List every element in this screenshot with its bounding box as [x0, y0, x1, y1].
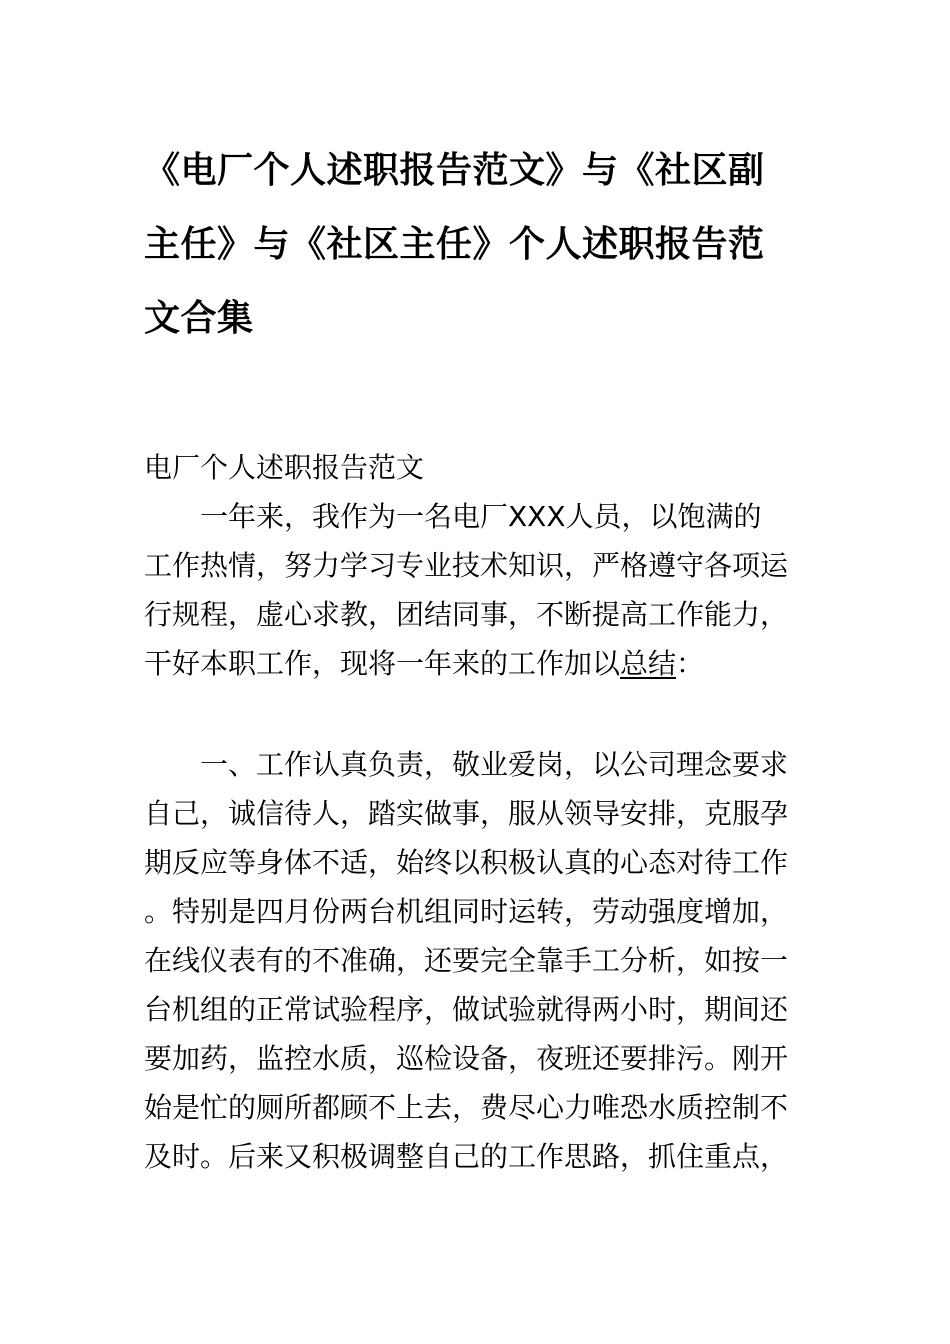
paragraph-1-line-2: 工作热情，努力学习专业技术知识，严格遵守各项运: [144, 549, 789, 582]
paragraph-2-line-5: 在线仪表有的不准确，还要完全靠手工分析，如按一: [144, 944, 789, 977]
paragraph-2-line-8: 始是忙的厕所都顾不上去，费尽心力唯恐水质控制不: [144, 1091, 789, 1124]
title-line-3: 文合集: [144, 298, 254, 339]
paragraph-1-line-4-text: 干好本职工作，现将一年来的工作加以: [144, 647, 621, 680]
paragraph-2-line-3: 期反应等身体不适，始终以积极认真的心态对待工作: [144, 846, 789, 879]
paragraph-2-line-4: 。特别是四月份两台机组同时运转，劳动强度增加，: [144, 895, 789, 928]
title-line-1: 《电厂个人述职报告范文》与《社区副: [144, 150, 765, 191]
paragraph-2-line-9: 及时。后来又积极调整自己的工作思路，抓住重点，: [144, 1140, 789, 1173]
paragraph-1-line-4-colon: ：: [676, 647, 705, 680]
title-line-2: 主任》与《社区主任》个人述职报告范: [144, 224, 765, 265]
section-heading: 电厂个人述职报告范文: [144, 451, 425, 484]
paragraph-2-line-7: 要加药，监控水质，巡检设备，夜班还要排污。刚开: [144, 1042, 789, 1075]
document-title: [144, 134, 814, 356]
paragraph-2: [144, 740, 814, 1181]
paragraph-1-line-1: 一年来，我作为一名电厂XXX人员，以饱满的: [200, 500, 762, 533]
paragraph-1-line-3: 行规程，虚心求教，团结同事，不断提高工作能力，: [144, 598, 789, 631]
paragraph-1: [144, 492, 814, 688]
summary-link[interactable]: 总结: [620, 647, 677, 680]
paragraph-2-line-1: 一、工作认真负责，敬业爱岗，以公司理念要求: [200, 748, 789, 781]
paragraph-2-line-6: 台机组的正常试验程序，做试验就得两小时，期间还: [144, 993, 789, 1026]
paragraph-1-line-4: [144, 639, 814, 688]
paragraph-2-line-2: 自己，诚信待人，踏实做事，服从领导安排，克服孕: [144, 797, 789, 830]
